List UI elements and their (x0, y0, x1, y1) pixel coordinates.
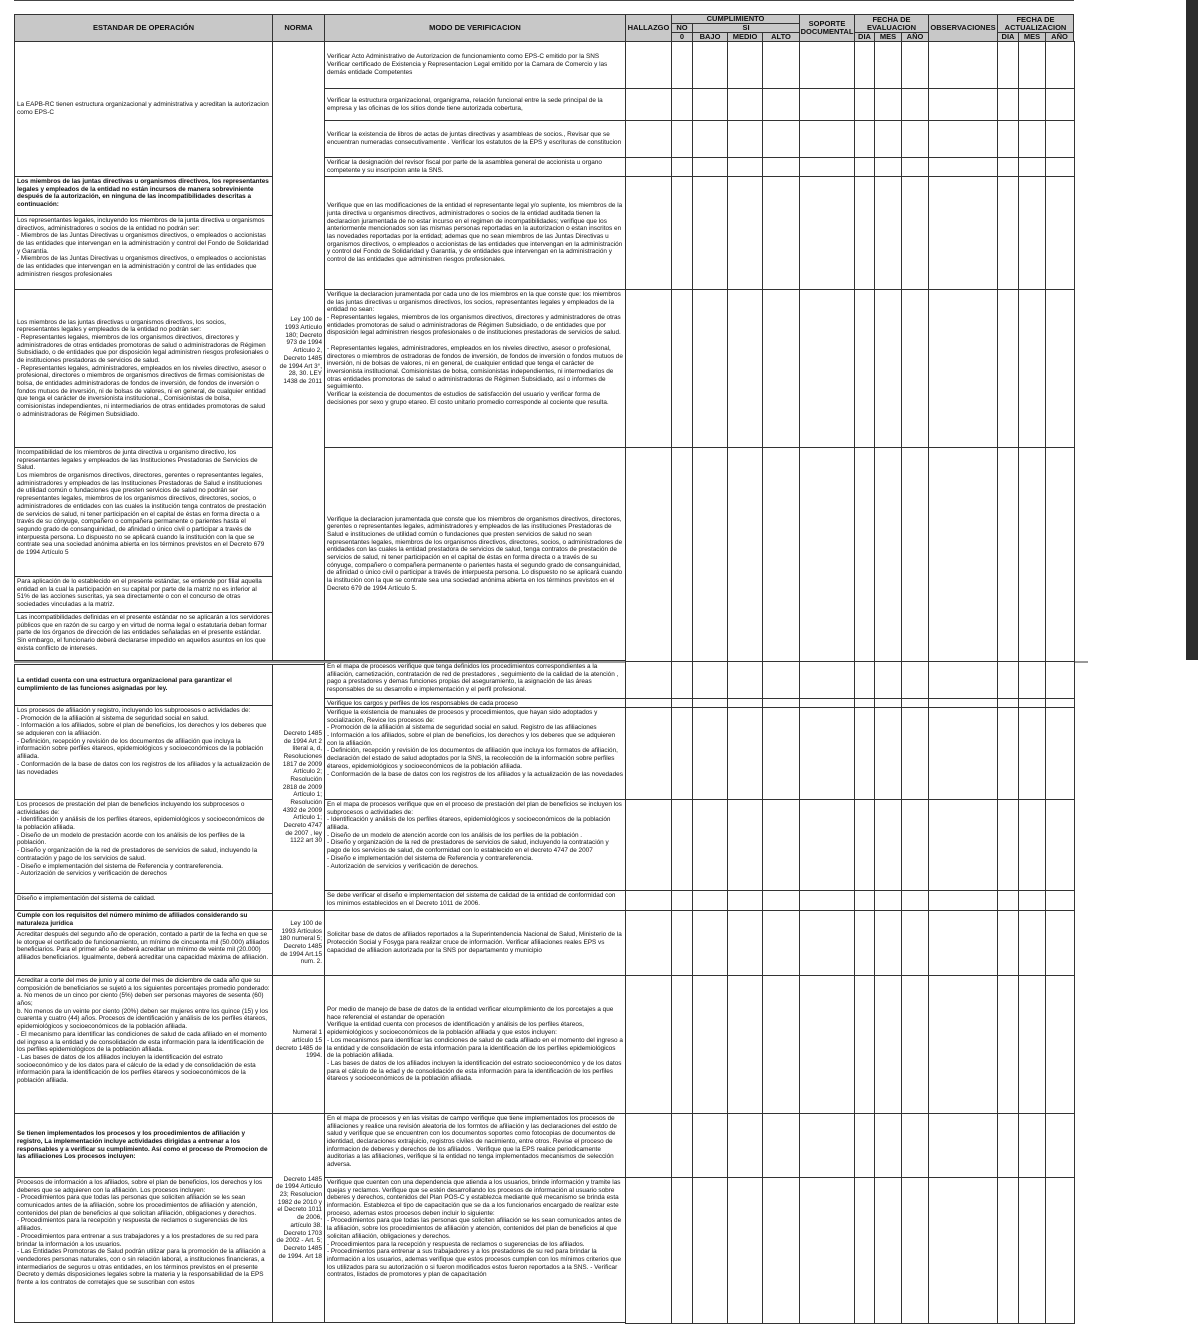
cumpl-bajo-cell[interactable] (692, 661, 728, 699)
hallazgo-cell[interactable] (625, 975, 672, 1114)
act-dia-cell[interactable] (997, 41, 1019, 89)
cumpl-alto-cell[interactable] (762, 447, 800, 662)
act-anio-cell[interactable] (1045, 1113, 1075, 1178)
eval-mes-cell[interactable] (874, 447, 902, 662)
header-modo-verificacion: MODO DE VERIFICACION (324, 14, 626, 42)
eval-anio-cell[interactable] (901, 447, 929, 662)
eval-dia-cell[interactable] (854, 41, 875, 89)
cumpl-bajo-cell[interactable] (692, 707, 728, 800)
act-dia-cell[interactable] (997, 120, 1019, 158)
modo-cell: Verifique la declaracion juramentada por cada uno de los miembros en la que conste que: los miembros de las juntas directivas u organismos directivos, los socios, representantes legales y empleados de la entidad no sean: - Representantes legales, miembros de los organismos directivos, directores y administradores de otras entidades promotoras de salud o administradoras de Régimen Subsidiado, o de entidades que por disposición legal administren riesgos profesionales o de instituciones prestadoras de servicios de salud. - Representantes legales, administradores, empleados en los niveles directivo, asesor o profesional, directores o miembros de ostradoras de fondos de inversión, de fondos de inversión o fondos mutuos de inversión, ni de bolsas de valores, ni en general, de cualquier entidad que tenga el carácter de inversionista institucional. Comisionistas de bolsa, comisionistas independientes, ni intermediarios de otras entidades promotoras de salud o administradoras de Régimen Subsidiado, así o informes de seguimiento. Verificar la existencia de documentos de estudios de satisfacción del usuario y verificar forma de decisiones por sexo y grupo etareo. El costo unitario promedio corresponde al cociente que resulta. (324, 289, 626, 448)
soporte-cell[interactable] (799, 1113, 855, 1178)
act-mes-cell[interactable] (1018, 1113, 1046, 1178)
act-anio-cell[interactable] (1045, 289, 1075, 448)
eval-anio-cell[interactable] (901, 975, 929, 1114)
observaciones-cell[interactable] (928, 157, 998, 177)
cumpl-medio-cell[interactable] (727, 707, 763, 800)
act-mes-cell[interactable] (1018, 120, 1046, 158)
act-mes-cell[interactable] (1018, 890, 1046, 911)
modo-cell: Solicitar base de datos de afiliados reportados a la Superintendencia Nacional de Salud, Ministerio de la Protección Social y Fosyga para realizar cruce de información. Verificar afiliaciones reales EPS vs capacidad de afiliacion autorizada por la SNS por departamento y municipio (324, 910, 626, 976)
eval-dia-cell[interactable] (854, 88, 875, 121)
hallazgo-cell[interactable] (625, 1177, 672, 1324)
cumpl-bajo-cell[interactable] (692, 157, 728, 177)
hallazgo-cell[interactable] (625, 289, 672, 448)
act-dia-cell[interactable] (997, 975, 1019, 1114)
header-cero: 0 (671, 32, 693, 42)
header-eval-anio: AÑO (901, 32, 929, 42)
act-dia-cell[interactable] (997, 910, 1019, 976)
modo-cell: Por medio de manejo de base de datos de la entidad verificar elcumplimiento de los porcetajes a que hace referencial el estandar de operación Verifique la entidad cuenta con procesos de identificación y análisis de los perfiles étareos, epidemiológicos y socioeconómicos de la población afiliada y que estos incluyen: - Los mecanismos para identificar las condiciones de salud de cada afiliado en el momento del ingreso a la entidad y de consolidación de esta información para la identificación de los perfiles epidemiológicos de la población afiliada. - Las bases de datos de los afiliados incluyen la identificación del estrato socioeconómico y de los datos para el cálculo de la edad y de consolidación de esta información para la identificación de los perfiles étareos y socioeconómicos de la población afiliada. (324, 975, 626, 1114)
act-mes-cell[interactable] (1018, 41, 1046, 89)
soporte-cell[interactable] (799, 890, 855, 911)
cumpl-no-cell[interactable] (671, 975, 693, 1114)
cumpl-no-cell[interactable] (671, 890, 693, 911)
hallazgo-cell[interactable] (625, 707, 672, 800)
eval-mes-cell[interactable] (874, 799, 902, 891)
eval-dia-cell[interactable] (854, 1113, 875, 1178)
act-anio-cell[interactable] (1045, 910, 1075, 976)
eval-mes-cell[interactable] (874, 120, 902, 158)
cumpl-no-cell[interactable] (671, 661, 693, 699)
observaciones-cell[interactable] (928, 1113, 998, 1178)
observaciones-cell[interactable] (928, 707, 998, 800)
estandar-cell: Se tienen implementados los procesos y los procedimientos de afiliación y registro, La implementación incluye actividades dirigidas a entrenar a los responsables y a verificar su cumplimiento. Así como el proceso de Promocion de las afiliaciones Los procesos incluyen: (14, 1113, 273, 1178)
cumpl-alto-cell[interactable] (762, 707, 800, 800)
norma-cell: Ley 100 de 1993 Artículos 180 numeral 5; Decreto 1485 de 1994 Art.15 num. 2. (272, 910, 325, 976)
modo-cell: Verifique la existencia de manuales de procesos y procedimientos, que hayan sido adoptados y socializacion, Revice los procesos de: - Promoción de la afiliación al sistema de seguridad social en salud. Registro de las afiliaciones - Información a los afiliados, sobre el plan de beneficios, los derechos y los deberes que se adquieren con la afiliación. - Definición, recepción y revisión de los documentos de afiliación que incluya los formatos de afiliación, declaración del estado de salud adoptados por la SNS, la recolección de la información sobre perfiles étareos, epidemiológicos y socioeconómicos de la población afiliada. - Conformación de la base de datos con los registros de los afiliados y la actualización de las novedades (324, 707, 626, 800)
act-mes-cell[interactable] (1018, 289, 1046, 448)
cumpl-no-cell[interactable] (671, 447, 693, 662)
cumpl-medio-cell[interactable] (727, 975, 763, 1114)
soporte-cell[interactable] (799, 289, 855, 448)
hallazgo-cell[interactable] (625, 447, 672, 662)
hallazgo-cell[interactable] (625, 890, 672, 911)
soporte-cell[interactable] (799, 41, 855, 89)
header-eval-mes: MES (874, 32, 902, 42)
cumpl-alto-cell[interactable] (762, 41, 800, 89)
header-observaciones: OBSERVACIONES (928, 14, 998, 42)
cumpl-medio-cell[interactable] (727, 799, 763, 891)
header-fecha-actualizacion: FECHA DE ACTUALIZACION (997, 14, 1074, 33)
cumpl-medio-cell[interactable] (727, 1177, 763, 1324)
soporte-cell[interactable] (799, 120, 855, 158)
estandar-cell: Para aplicación de lo establecido en el presente estándar, se entiende por filial aquella entidad en la cual la participación en su capital por parte de la matriz no es inferior al 51% de las acciones suscritas, ya sea directamente o con el concurso de otras sociedades vinculadas a la matriz. (14, 576, 273, 613)
hallazgo-cell[interactable] (625, 41, 672, 89)
eval-mes-cell[interactable] (874, 661, 902, 699)
soporte-cell[interactable] (799, 1177, 855, 1324)
cumpl-medio-cell[interactable] (727, 890, 763, 911)
eval-anio-cell[interactable] (901, 289, 929, 448)
soporte-cell[interactable] (799, 707, 855, 800)
act-mes-cell[interactable] (1018, 975, 1046, 1114)
act-dia-cell[interactable] (997, 661, 1019, 699)
eval-anio-cell[interactable] (901, 661, 929, 699)
cumpl-bajo-cell[interactable] (692, 910, 728, 976)
act-mes-cell[interactable] (1018, 157, 1046, 177)
eval-dia-cell[interactable] (854, 799, 875, 891)
cumpl-medio-cell[interactable] (727, 447, 763, 662)
hallazgo-cell[interactable] (625, 1113, 672, 1178)
eval-dia-cell[interactable] (854, 176, 875, 290)
header-act-dia: DIA (997, 32, 1019, 42)
observaciones-cell[interactable] (928, 975, 998, 1114)
cumpl-no-cell[interactable] (671, 707, 693, 800)
modo-cell: Verificar la designación del revisor fiscal por parte de la asamblea general de accionista u organo competente y su inscripcion ante la SNS. (324, 157, 626, 177)
estandar-cell: Los miembros de las juntas directivas u organismos directivos, los representantes legales y empleados de la entidad no están incursos de manera sobreviniente después de la autorización, en ninguna de las incompatibilidades descritas a continuación: (14, 176, 273, 216)
eval-anio-cell[interactable] (901, 890, 929, 911)
observaciones-cell[interactable] (928, 799, 998, 891)
eval-anio-cell[interactable] (901, 88, 929, 121)
modo-cell: Verificar Acto Administrativo de Autorizacion de funcionamiento como EPS-C emitido por la SNS Verificar certificado de Existencia y Representacion Legal emitido por la Camara de Comercio y las demás entidade Competentes (324, 41, 626, 89)
hallazgo-cell[interactable] (625, 157, 672, 177)
act-dia-cell[interactable] (997, 157, 1019, 177)
observaciones-cell[interactable] (928, 661, 998, 699)
cumpl-no-cell[interactable] (671, 1177, 693, 1324)
act-anio-cell[interactable] (1045, 799, 1075, 891)
act-anio-cell[interactable] (1045, 661, 1075, 699)
act-mes-cell[interactable] (1018, 88, 1046, 121)
observaciones-cell[interactable] (928, 88, 998, 121)
soporte-cell[interactable] (799, 975, 855, 1114)
norma-cell: Numeral 1 artículo 15 decreto 1485 de 1994. (272, 975, 325, 1114)
header-cumplimiento: CUMPLIMIENTO (671, 14, 800, 24)
eval-dia-cell[interactable] (854, 910, 875, 976)
cumpl-bajo-cell[interactable] (692, 41, 728, 89)
scrollbar[interactable] (1186, 0, 1198, 660)
observaciones-cell[interactable] (928, 1177, 998, 1324)
eval-dia-cell[interactable] (854, 447, 875, 662)
header-no: NO (671, 23, 693, 33)
eval-dia-cell[interactable] (854, 707, 875, 800)
act-anio-cell[interactable] (1045, 41, 1075, 89)
act-dia-cell[interactable] (997, 707, 1019, 800)
cumpl-no-cell[interactable] (671, 120, 693, 158)
modo-cell: Verifique que cuenten con una dependencia que atienda a los usuarios, brinde información y tramite las quejas y reclamos. Verifique que se estén desarrollando los procesos de información al usuario sobre deberes y derechos, contenidos del Plan POS-C y establezca mediante qué mecanismo se brinda esta información. Establezca el tipo de capacitación que se da a los funcionarios encargado de realizar este proceso, ademas estos procesos deben incluir lo siguiente: - Procedimientos para que todas las personas que soliciten afiliación se les sean comunicados antes de la afiliación, sobre los procedimientos de afiliación y atención, contenidos del plan de beneficios al que solicitan afiliación, obligaciones y derechos. - Procedimientos para la recepción y respuesta de reclamos o sugerencias de los afiliados. - Procedimientos para entrenar a sus trabajadores y a los prestadores de su red para brindar la información a los usuarios, ademas verifique que estos procesos cumplen con los mínimos criterios que los utilizados para su autorización o si fueron modificados estos fueron reportados a la SNS. - Verificar contratos, listados de promotores y plan de capacitación (324, 1177, 626, 1323)
cumpl-medio-cell[interactable] (727, 1113, 763, 1178)
page-top-border (14, 0, 1074, 1)
header-act-anio: AÑO (1045, 32, 1074, 42)
cumpl-medio-cell[interactable] (727, 41, 763, 89)
cumpl-no-cell[interactable] (671, 289, 693, 448)
cumpl-no-cell[interactable] (671, 88, 693, 121)
norma-cell: Ley 100 de 1993 Artículo 180; Decreto 973 de 1994 Artículo 2, Decreto 1485 de 1994 Art 3°, 28, 30. LEY 1438 de 2011 (272, 41, 325, 661)
cumpl-alto-cell[interactable] (762, 289, 800, 448)
eval-dia-cell[interactable] (854, 661, 875, 699)
eval-anio-cell[interactable] (901, 799, 929, 891)
act-dia-cell[interactable] (997, 88, 1019, 121)
modo-cell: Verifique los cargos y perfiles de los responsables de cada proceso (324, 698, 626, 708)
act-anio-cell[interactable] (1045, 88, 1075, 121)
cumpl-alto-cell[interactable] (762, 910, 800, 976)
eval-mes-cell[interactable] (874, 975, 902, 1114)
observaciones-cell[interactable] (928, 447, 998, 662)
header-eval-dia: DIA (854, 32, 875, 42)
observaciones-cell[interactable] (928, 910, 998, 976)
estandar-cell: Acreditar a corte del mes de junio y al corte del mes de diciembre de cada año que su composición de beneficiarios se sujetó a los siguientes porcentajes promedio ponderado: a. No menos de un cinco por ciento (5%) deben ser personas mayores de sesenta (60) años; b. No menos de un veinte por ciento (20%) deben ser mujeres entre los quince (15) y los cuarenta y cuatro (44) años. Procesos de identificación y análisis de los perfiles étareos, epidemiológicos y socioeconómicos de la población afiliada. - El mecanismo para identificar las condiciones de salud de cada afiliado en el momento del ingreso a la entidad y de consolidación de esta información para la identificación de los perfiles epidemiológicos de la población afiliada. - Las bases de datos de los afiliados incluyen la identificación del estrato socioeconómico y de los datos para el cálculo de la edad y de consolidación de esta información para la identificación de los perfiles étareos y socioeconómicos de la población afiliada. (14, 975, 273, 1114)
act-dia-cell[interactable] (997, 289, 1019, 448)
cumpl-alto-cell[interactable] (762, 120, 800, 158)
hallazgo-cell[interactable] (625, 88, 672, 121)
estandar-cell: Incompatibilidad de los miembros de junta directiva u organismo directivo, los representantes legales y empleados de las Instituciones Prestadoras de Servicios de Salud. Los miembros de organismos directivos, directores, gerentes o representantes legales, administradores y empleados de las Instituciones Prestadoras de Salud e instituciones de utilidad común o fundaciones que presten servicios de salud no podrán ser representantes legales, miembros de los organismos directivos, directores, socios, o administradores de entidades con las cuales la institución tenga contratos de prestación de servicios de salud, ni tener participación en el capital de éstas en forma directa o a través de su cónyuge, compañero o compañera permanente o parientes hasta el segundo grado de consanguinidad, de afinidad o único civil o participar a través de interpuesta persona. Lo dispuesto no se aplicará cuando la institución con la que se contrate sea una sociedad anónima abierta en los términos previstos en el Decreto 679 de 1994 Artículo 5 (14, 447, 273, 577)
estandar-cell: Cumple con los requisitos del número mínimo de afiliados considerando su naturaleza jurídica (14, 910, 273, 930)
soporte-cell[interactable] (799, 799, 855, 891)
eval-mes-cell[interactable] (874, 910, 902, 976)
act-dia-cell[interactable] (997, 890, 1019, 911)
eval-anio-cell[interactable] (901, 41, 929, 89)
soporte-cell[interactable] (799, 176, 855, 290)
cumpl-bajo-cell[interactable] (692, 890, 728, 911)
cumpl-alto-cell[interactable] (762, 88, 800, 121)
act-dia-cell[interactable] (997, 799, 1019, 891)
header-soporte-documental: SOPORTE DOCUMENTAL (799, 14, 855, 42)
header-bajo: BAJO (692, 32, 728, 42)
cumpl-medio-cell[interactable] (727, 120, 763, 158)
eval-mes-cell[interactable] (874, 890, 902, 911)
cumpl-bajo-cell[interactable] (692, 1177, 728, 1324)
cumpl-bajo-cell[interactable] (692, 88, 728, 121)
observaciones-cell[interactable] (928, 41, 998, 89)
estandar-cell: Acreditar después del segundo año de operación, contado a partir de la fecha en que se le otorgue el certificado de funcionamiento, un mínimo de cincuenta mil (50.000) afiliados beneficiarios. Para el primer año se deberá acreditar un mínimo de veinte mil (20.000) afiliados beneficiarios. Igualmente, deberá acreditar una capacidad máxima de afiliación. (14, 929, 273, 976)
hallazgo-cell[interactable] (625, 910, 672, 976)
act-mes-cell[interactable] (1018, 910, 1046, 976)
soporte-cell[interactable] (799, 910, 855, 976)
header-act-mes: MES (1018, 32, 1046, 42)
act-anio-cell[interactable] (1045, 890, 1075, 911)
header-alto: ALTO (762, 32, 800, 42)
estandar-cell: Las incompatibilidades definidas en el presente estándar no se aplicarán a los servidores públicos que en razón de su cargo y en virtud de norma legal o estatutaria deban formar parte de los órganos de dirección de las entidades señaladas en el presente estándar. Sin embargo, el funcionario deberá declararse impedido en aquellos asuntos en los que exista conflicto de intereses. (14, 612, 273, 661)
cumpl-alto-cell[interactable] (762, 799, 800, 891)
act-anio-cell[interactable] (1045, 975, 1075, 1114)
eval-mes-cell[interactable] (874, 1113, 902, 1178)
observaciones-cell[interactable] (928, 289, 998, 448)
estandar-cell: Los representantes legales, incluyendo los miembros de la junta directiva u organismos directivos, administradores o socios de la entidad no podrán ser: - Miembros de las Juntas Directivas u organismos directivos, o empleados o accionistas de las entidades que intervengan en la administración y control del Fondo de Solidaridad y Garantía. - Miembros de las Juntas Directivas u organismos directivos, o empleados o accionistas de las entidades que intervengan en la administración y control de las entidades que administren riesgos profesionales (14, 215, 273, 290)
eval-dia-cell[interactable] (854, 289, 875, 448)
estandar-cell: Los miembros de las juntas directivas u organismos directivos, los socios, representantes legales y empleados de la entidad no podrán ser: - Representantes legales, miembros de los organismos directivos, directores y administradores de otras entidades promotoras de salud o administradoras de Régimen Subsidiado, o de entidades que por disposición legal administren riesgos profesionales o de instituciones prestadoras de servicios de salud. - Representantes legales, administradores, empleados en los niveles directivo, asesor o profesional, directores o miembros de organismos directivos de firmas comisionistas de bolsa, de entidades administradoras de fondos de inversión, de fondos de inversión o fondos mutuos de inversión, ni de bolsas de valores, ni en general, de cualquier entidad que tenga el carácter de inversionista institucional., Comisionistas de bolsa, comisionistas independientes, ni intermediarios de otras entidades promotoras de salud o administradoras de Régimen Subsidiado. (14, 289, 273, 448)
modo-cell: Verifique que en las modificaciones de la entidad el representante legal y/o suplente, los miembros de la junta directiva u organismos directivos, administradores o socios de la entidad auditada tienen la declaracion juramentada de no estar incurso en el regimen de incompatibilidades; verifique que los anteriormente mencionados son las mismas personas reportadas en la autorizacion o estan inscritos en las novedades reportadas por la entidad; ademas que no sean miembros de las Juntas Directivas u organismos directivos, o empleados o accionistas de las entidades que intervengan en la administración y control del Fondo de Solidaridad y Garantía, y de entidades que intervengan en la administración y control de las entidades que administren riesgos profesionales. (324, 176, 626, 290)
estandar-cell: Los procesos de prestación del plan de beneficios incluyendo los subprocesos o actividades de: - Identificación y análisis de los perfiles étareos, epidemiológicos y socioeconómicos de la población afiliada. - Diseño de un modelo de prestación acorde con los análisis de los perfiles de la población. - Diseño y organización de la red de prestadores de servicios de salud, incluyendo la contratación y pago de los servicios de salud. - Diseño e implementación del sistema de Referencia y contrareferencia. - Autorización de servicios y verificación de derechos (14, 799, 273, 894)
eval-anio-cell[interactable] (901, 157, 929, 177)
header-medio: MEDIO (727, 32, 763, 42)
eval-anio-cell[interactable] (901, 910, 929, 976)
header-estandar: ESTANDAR DE OPERACIÓN (14, 14, 273, 42)
cumpl-alto-cell[interactable] (762, 890, 800, 911)
eval-mes-cell[interactable] (874, 176, 902, 290)
cumpl-bajo-cell[interactable] (692, 975, 728, 1114)
cumpl-no-cell[interactable] (671, 910, 693, 976)
header-fecha-evaluacion: FECHA DE EVALUACION (854, 14, 929, 33)
act-anio-cell[interactable] (1045, 707, 1075, 800)
cumpl-medio-cell[interactable] (727, 289, 763, 448)
estandar-cell: La entidad cuenta con una estructura organizacional para garantizar el cumplimiento de las funciones asignadas por ley. (14, 664, 273, 706)
estandar-cell: Diseño e implementación del sistema de calidad. (14, 893, 273, 911)
cumpl-medio-cell[interactable] (727, 88, 763, 121)
act-anio-cell[interactable] (1045, 176, 1075, 290)
observaciones-cell[interactable] (928, 120, 998, 158)
soporte-cell[interactable] (799, 661, 855, 699)
hallazgo-cell[interactable] (625, 176, 672, 290)
modo-cell: Verificar la existencia de libros de actas de juntas directivas y asambleas de socios., Revisar que se encuentran numeradas consecutivamente . Verificar los estatutos de la EPS y escrituras de constitucion (324, 120, 626, 158)
eval-dia-cell[interactable] (854, 1177, 875, 1324)
act-mes-cell[interactable] (1018, 176, 1046, 290)
header-norma: NORMA (272, 14, 325, 42)
eval-mes-cell[interactable] (874, 88, 902, 121)
eval-mes-cell[interactable] (874, 707, 902, 800)
eval-dia-cell[interactable] (854, 120, 875, 158)
hallazgo-cell[interactable] (625, 799, 672, 891)
cumpl-medio-cell[interactable] (727, 661, 763, 699)
cumpl-alto-cell[interactable] (762, 157, 800, 177)
modo-cell: Verificar la estructura organizacional, organigrama, relación funcional entre la sede principal de la empresa y las oficinas de los sitios donde tiene autorizada cobertura, (324, 88, 626, 121)
cumpl-bajo-cell[interactable] (692, 120, 728, 158)
cumpl-bajo-cell[interactable] (692, 447, 728, 662)
cumpl-alto-cell[interactable] (762, 661, 800, 699)
act-anio-cell[interactable] (1045, 120, 1075, 158)
act-dia-cell[interactable] (997, 176, 1019, 290)
eval-anio-cell[interactable] (901, 1113, 929, 1178)
observaciones-cell[interactable] (928, 176, 998, 290)
eval-anio-cell[interactable] (901, 1177, 929, 1324)
cumpl-no-cell[interactable] (671, 41, 693, 89)
eval-dia-cell[interactable] (854, 157, 875, 177)
eval-anio-cell[interactable] (901, 176, 929, 290)
act-mes-cell[interactable] (1018, 1177, 1046, 1324)
hallazgo-cell[interactable] (625, 120, 672, 158)
cumpl-medio-cell[interactable] (727, 157, 763, 177)
cumpl-alto-cell[interactable] (762, 975, 800, 1114)
modo-cell: Verifique la declaracion juramentada que conste que los miembros de organismos directivos, directores, gerentes o representantes legales, administradores y empleados de las instituciones Prestadoras de Salud e instituciones de utilidad común o fundaciones que presten servicios de salud no sean representantes legales, miembros de los organismos directivos, directores, socios, o administradores de entidades con las cuales la entidad prestadora de servicios de salud, tenga contratos de prestación de servicios de salud, ni tener participación en el capital de éstas en forma directa o a través de su cónyuge, compañero o compañera permanente o parientes hasta el segundo grado de consanguinidad, de afinidad o único civil o participar a través de interpuesta persona. Lo dispuesto no se aplicará cuando la institución con la que se contrate sea una sociedad anónima abierta en los términos previstos en el Decreto 679 de 1994 Artículo 5. (324, 447, 626, 661)
estandar-cell: Los procesos de afiliación y registro, incluyendo los subprocesos o actividades de: - Promoción de la afiliación al sistema de seguridad social en salud. - Información a los afiliados, sobre el plan de beneficios, los derechos y los deberes que se adquieren con la afiliación. - Definición, recepción y revisión de los documentos de afiliación que incluya la información sobre perfiles étareos, epidemiológicos y socioeconómicos de la población afiliada. - Conformación de la base de datos con los registros de los afiliados y la actualización de las novedades (14, 705, 273, 800)
modo-cell: En el mapa de procesos y en las visitas de campo verifique que tiene implementados los procesos de afiliaciones y realice una revisión aleatoria de los formtos de afiliación y las declaraciones del estdo de salud y verifique que se encuentren con los documentos soportes como fotocopias de documentos de identidad, declaraciones extrajuicio, registros civiles de nacimiento, entre otros. Revise el proceso de informacion de deberes y derechos de los afiliados . Verifique que la EPS realice periodicamente auditorias a las afiliaciones, verifique si la entidad no tenga implementados mecanismos de selección adversa. (324, 1113, 626, 1178)
eval-mes-cell[interactable] (874, 1177, 902, 1324)
cumpl-alto-cell[interactable] (762, 1177, 800, 1324)
hallazgo-cell[interactable] (625, 661, 672, 699)
cumpl-medio-cell[interactable] (727, 176, 763, 290)
act-anio-cell[interactable] (1045, 447, 1075, 662)
act-anio-cell[interactable] (1045, 1177, 1075, 1324)
act-mes-cell[interactable] (1018, 447, 1046, 662)
cumpl-medio-cell[interactable] (727, 910, 763, 976)
act-dia-cell[interactable] (997, 447, 1019, 662)
cumpl-bajo-cell[interactable] (692, 799, 728, 891)
observaciones-cell[interactable] (928, 890, 998, 911)
eval-mes-cell[interactable] (874, 157, 902, 177)
act-anio-cell[interactable] (1045, 157, 1075, 177)
estandar-cell: Procesos de información a los afiliados, sobre el plan de beneficios, los derechos y los deberes que se adquieren con la afiliación. Los procesos incluyen: - Procedimientos para que todas las personas que soliciten afiliación se les sean comunicados antes de la afiliación, sobre los procedimientos de afiliación y atención, contenidos del plan de beneficios al que solicitan afiliación, obligaciones y derechos. - Procedimientos para la recepción y respuesta de reclamos o sugerencias de los afiliados. - Procedimientos para entrenar a sus trabajadores y a los prestadores de su red para brindar la información a los usuarios. - Las Entidades Promotoras de Salud podrán utilizar para la promoción de la afiliación a vendedores personas naturales, con o sin relación laboral, a instituciones financieras, a intermediarios de seguros u otras entidades, en los términos previstos en el presente Decreto y demás disposiciones legales sobre la materia y la responsabilidad de la EPS frente a los contratos de corretajes que se suscriban con estos (14, 1177, 273, 1323)
modo-cell: Se debe verificar el diseño e implementacion del sistema de calidad de la entidad de conformidad con los minimos establecidos en el Decreto 1011 de 2006. (324, 890, 626, 911)
cumpl-bajo-cell[interactable] (692, 1113, 728, 1178)
norma-cell: Decreto 1485 de 1994 Artículo 23; Resolucion 1982 de 2010 y el Decreto 1011 de 2006, artículo 38. Decreto 1703 de 2002 - Art. 5; Decreto 1485 de 1994. Art 18 (272, 1113, 325, 1323)
cumpl-no-cell[interactable] (671, 157, 693, 177)
cumpl-no-cell[interactable] (671, 176, 693, 290)
eval-anio-cell[interactable] (901, 120, 929, 158)
modo-cell: En el mapa de procesos verifique que tenga definidos los procedimientos correspondientes a la afiliación, carnetización, contratación de red de prestadores , seguimiento de la calidad de la atención , pago a prestadores y demas funciones propias del aseguramiento, la asignación de las áreas responsables de su desarrollo e implementación y el perfil profesional. (324, 661, 626, 699)
eval-dia-cell[interactable] (854, 890, 875, 911)
eval-mes-cell[interactable] (874, 289, 902, 448)
act-dia-cell[interactable] (997, 1113, 1019, 1178)
eval-mes-cell[interactable] (874, 41, 902, 89)
header-hallazgo: HALLAZGO (625, 14, 672, 42)
cumpl-alto-cell[interactable] (762, 176, 800, 290)
estandar-cell: La EAPB-RC tienen estructura organizacional y administrativa y acreditan la autorizacion como EPS-C (14, 41, 273, 177)
act-dia-cell[interactable] (997, 1177, 1019, 1324)
act-mes-cell[interactable] (1018, 799, 1046, 891)
soporte-cell[interactable] (799, 157, 855, 177)
soporte-cell[interactable] (799, 447, 855, 662)
modo-cell: En el mapa de procesos verifique que en el proceso de prestación del plan de beneficios se incluyen los subprocesos o actividades de: - Identificación y análisis de los perfiles étareos, epidemiológicos y socioeconómicos de la población afiliada. - Diseño de un modelo de atención acorde con los análisis de los perfiles de la población . - Diseño y organización de la red de prestadores de servicios de salud, incluyendo la contratación y pago de los servicios de salud, de conformidad con lo establecido en el decreto 4747 de 2007 - Diseño e implementación del sistema de Referencia y contrareferencia. - Autorización de servicios y verificación de derechos. (324, 799, 626, 891)
header-si: SI (692, 23, 800, 33)
cumpl-bajo-cell[interactable] (692, 176, 728, 290)
cumpl-alto-cell[interactable] (762, 1113, 800, 1178)
act-mes-cell[interactable] (1018, 707, 1046, 800)
eval-dia-cell[interactable] (854, 975, 875, 1114)
soporte-cell[interactable] (799, 88, 855, 121)
eval-anio-cell[interactable] (901, 707, 929, 800)
act-mes-cell[interactable] (1018, 661, 1046, 699)
cumpl-no-cell[interactable] (671, 799, 693, 891)
norma-cell: Decreto 1485 de 1994 Art 2 literal a, d, Resoluciones 1817 de 2009 Artículo 2; Resolución 2818 de 2009 Artículo 1; Resolución 4392 de 2009 Artículo 1; Decreto 4747 de 2007 , ley 1122 art 30 (272, 664, 325, 911)
cumpl-bajo-cell[interactable] (692, 289, 728, 448)
cumpl-no-cell[interactable] (671, 1113, 693, 1178)
